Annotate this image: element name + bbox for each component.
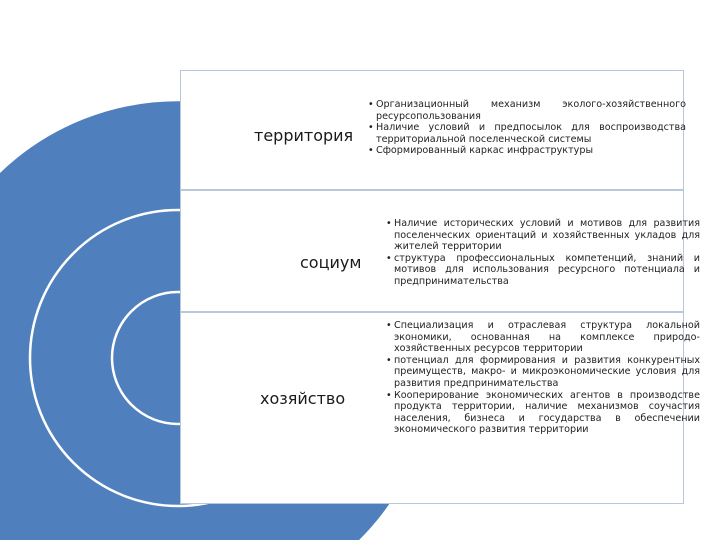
bullet-item: • структура профессиональных компетенций, знаний и мотивов для использования ресурсного потенциала и предпринимательства <box>386 253 700 288</box>
level-label-territory: территория <box>254 126 354 145</box>
level-label-society: социум <box>300 253 362 272</box>
bullet-list-territory <box>368 99 686 157</box>
bullet-item: • потенциал для формирования и развития конкурентных преимуществ, макро- и микроэкономические условия для развития предпринимательства <box>386 355 700 390</box>
level-label-economy: хозяйство <box>260 389 346 408</box>
bullet-item: • Наличие условий и предпосылок для воспроизводства территориальной поселенческой системы <box>368 122 686 145</box>
bullet-list-society <box>386 218 700 288</box>
bullet-list-economy <box>386 320 700 436</box>
bullet-item: • Наличие исторических условий и мотивов для развития поселенческих ориентаций и хозяйственных укладов для жителей территории <box>386 218 700 253</box>
bullet-item: • Кооперирование экономических агентов в производстве продукта территории, наличие механизмов соучастия населения, бизнеса и государства в обеспечении экономического развития территории <box>386 390 700 436</box>
bullet-item: • Сформированный каркас инфраструктуры <box>368 145 686 157</box>
bullet-item: • Специализация и отраслевая структура локальной экономики, основанная на комплексе природо-хозяйственных ресурсов территории <box>386 320 700 355</box>
bullet-item: • Организационный механизм эколого-хозяйственного ресурсопользования <box>368 99 686 122</box>
